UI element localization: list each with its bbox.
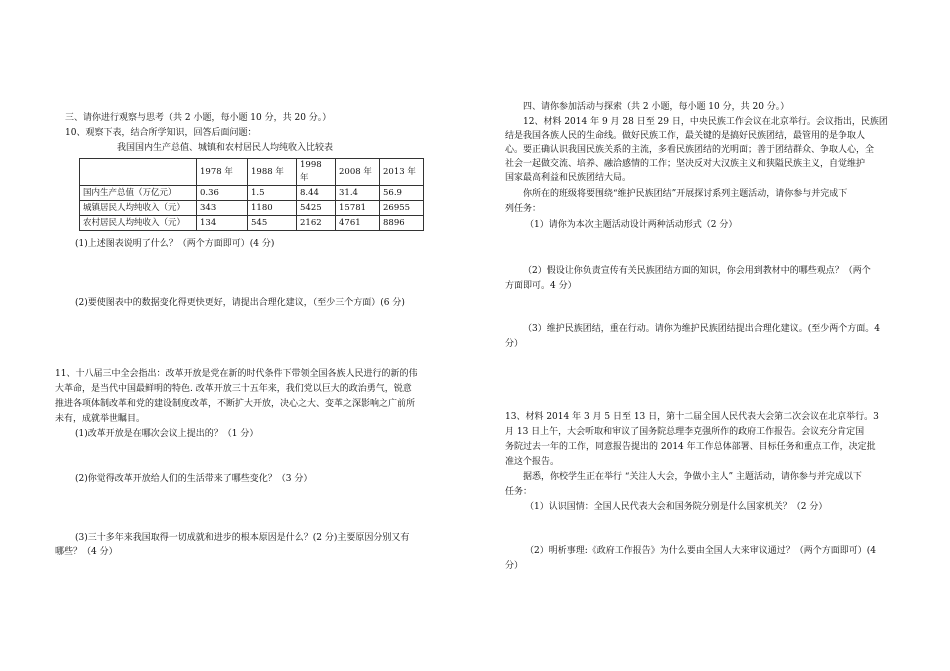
q10-intro: 10、观察下表，结合所学知识，回答后面问题： bbox=[65, 128, 257, 138]
q11-line2: 大革命，是当代中国最鲜明的特色. 改革开放三十五年来，我们党以巨大的政治勇气，锐意 bbox=[55, 384, 412, 394]
q12-sub3-line1: （3）维护民族团结，重在行动。请你为维护民族团结提出合理化建议。(至少两个方面。4 bbox=[523, 324, 880, 334]
header-cell: 2013 年 bbox=[380, 159, 424, 186]
table-cell: 15781 bbox=[336, 201, 380, 216]
table-title: 我国国内生产总值、城镇和农村居民人均纯收入比较表 bbox=[117, 143, 334, 153]
table-cell: 农村居民人均纯收入（元） bbox=[80, 216, 197, 231]
q11-line1: 11、十八届三中全会指出：改革开放是党在新的时代条件下带领全国各族人民进行的新的伟 bbox=[55, 369, 418, 379]
table-cell: 545 bbox=[248, 216, 297, 231]
q11-sub3-line2: 哪些？（4 分） bbox=[55, 547, 118, 557]
q13-sub2-line2: 分） bbox=[505, 561, 524, 571]
q13-sub1: （1）认识国情：全国人民代表大会和国务院分别是什么国家机关？（2 分） bbox=[525, 502, 828, 512]
table-cell: 2162 bbox=[297, 216, 336, 231]
q13-line2: 月 13 日上午，大会听取和审议了国务院总理李克强所作的政府工作报告。会议充分肯定国 bbox=[505, 427, 865, 437]
table-row bbox=[80, 201, 424, 216]
table-cell: 31.4 bbox=[336, 186, 380, 201]
q12-line2: 结是我国各族人民的生命线。做好民族工作，最关键的是搞好民族团结，最管用的是争取人 bbox=[505, 131, 866, 141]
table-cell: 8896 bbox=[380, 216, 424, 231]
q13-task-line1: 据悉，你校学生正在举行 “关注人大会，争做小主人” 主题活动，请你参与并完成以下 bbox=[523, 472, 862, 482]
table-cell: 134 bbox=[197, 216, 248, 231]
header-cell: 1978 年 bbox=[197, 159, 248, 186]
header-cell: 2008 年 bbox=[336, 159, 380, 186]
header-cell bbox=[80, 159, 197, 186]
q12-line4: 社会一起做交流、培养、融洽感情的工作；坚决反对大汉族主义和狭隘民族主义，自觉维护 bbox=[505, 159, 866, 169]
q13-task-line2: 任务： bbox=[505, 487, 533, 497]
table-row bbox=[80, 216, 424, 231]
header-cell: 1998 年 bbox=[297, 159, 336, 186]
table-header-row bbox=[80, 159, 424, 186]
table-cell: 4761 bbox=[336, 216, 380, 231]
table-cell: 国内生产总值（万亿元） bbox=[80, 186, 197, 201]
q11-sub3-line1: (3)三十多年来我国取得一切成就和进步的根本原因是什么？(2 分)主要原因分别又有 bbox=[75, 533, 410, 543]
q13-line1: 13、材料 2014 年 3 月 5 日至 13 日，第十二届全国人民代表大会第二次会议在北京举行。3 bbox=[505, 412, 879, 422]
q12-line3: 心。要正确认识我国民族关系的主流，多看民族团结的光明面；善于团结群众、争取人心，全 bbox=[505, 145, 875, 155]
q12-sub1: （1）请你为本次主题活动设计两种活动形式（2 分） bbox=[525, 220, 738, 230]
table-cell: 0.36 bbox=[197, 186, 248, 201]
q12-sub2-line2: 方面即可。4 分） bbox=[505, 281, 577, 291]
header-cell: 1988 年 bbox=[248, 159, 297, 186]
q11-sub2: (2)你觉得改革开放给人们的生活带来了哪些变化？（3 分） bbox=[75, 474, 313, 484]
q13-line4: 准这个报告。 bbox=[505, 457, 560, 467]
table-cell: 城镇居民人均纯收入（元） bbox=[80, 201, 197, 216]
q10-sub1: (1)上述图表说明了什么？（两个方面即可）(4 分) bbox=[75, 239, 275, 249]
q12-line1: 12、材料 2014 年 9 月 28 日至 29 日，中央民族工作会议在北京举行。会议指出，民族团 bbox=[523, 117, 888, 127]
q12-sub2-line1: （2）假设让你负责宣传有关民族团结方面的知识，你会用到教材中的哪些观点？（两个 bbox=[523, 266, 871, 276]
income-table bbox=[79, 158, 424, 231]
table-cell: 1180 bbox=[248, 201, 297, 216]
table-cell: 56.9 bbox=[380, 186, 424, 201]
table-cell: 8.44 bbox=[297, 186, 336, 201]
table-cell: 343 bbox=[197, 201, 248, 216]
q12-task-line1: 你所在的班级将要围绕“维护民族团结”开展探讨系列主题活动，请你参与并完成下 bbox=[523, 189, 848, 199]
table-cell: 5425 bbox=[297, 201, 336, 216]
q12-line5: 国家最高利益和民族团结大局。 bbox=[505, 173, 632, 183]
q13-sub2-line1: （2）明析事理:《政府工作报告》为什么要由全国人大来审议通过？（两个方面即可）(4 bbox=[525, 546, 876, 556]
section3-heading: 三、请你进行观察与思考（共 2 小题，每小题 10 分，共 20 分。） bbox=[65, 113, 332, 123]
table-row bbox=[80, 186, 424, 201]
q12-task-line2: 列任务： bbox=[505, 204, 542, 214]
q10-sub2: (2)要使图表中的数据变化得更快更好，请提出合理化建议，（至少三个方面）(6 分) bbox=[75, 298, 405, 308]
section4-heading: 四、请你参加活动与探索（共 2 小题，每小题 10 分，共 20 分。） bbox=[523, 102, 790, 112]
q12-sub3-line2: 分） bbox=[505, 339, 524, 349]
table-cell: 26955 bbox=[380, 201, 424, 216]
q11-sub1: (1)改革开放是在哪次会议上提出的？（1 分） bbox=[75, 429, 259, 439]
q11-line3: 推进各项体制改革和党的建设制度改革，不断扩大开放，决心之大、变革之深影响之广前所 bbox=[55, 399, 416, 409]
q11-line4: 未有，成就举世瞩目。 bbox=[55, 414, 146, 424]
table-cell: 1.5 bbox=[248, 186, 297, 201]
q13-line3: 务院过去一年的工作，同意报告提出的 2014 年工作总体部署、目标任务和重点工作，决定批 bbox=[505, 442, 876, 452]
